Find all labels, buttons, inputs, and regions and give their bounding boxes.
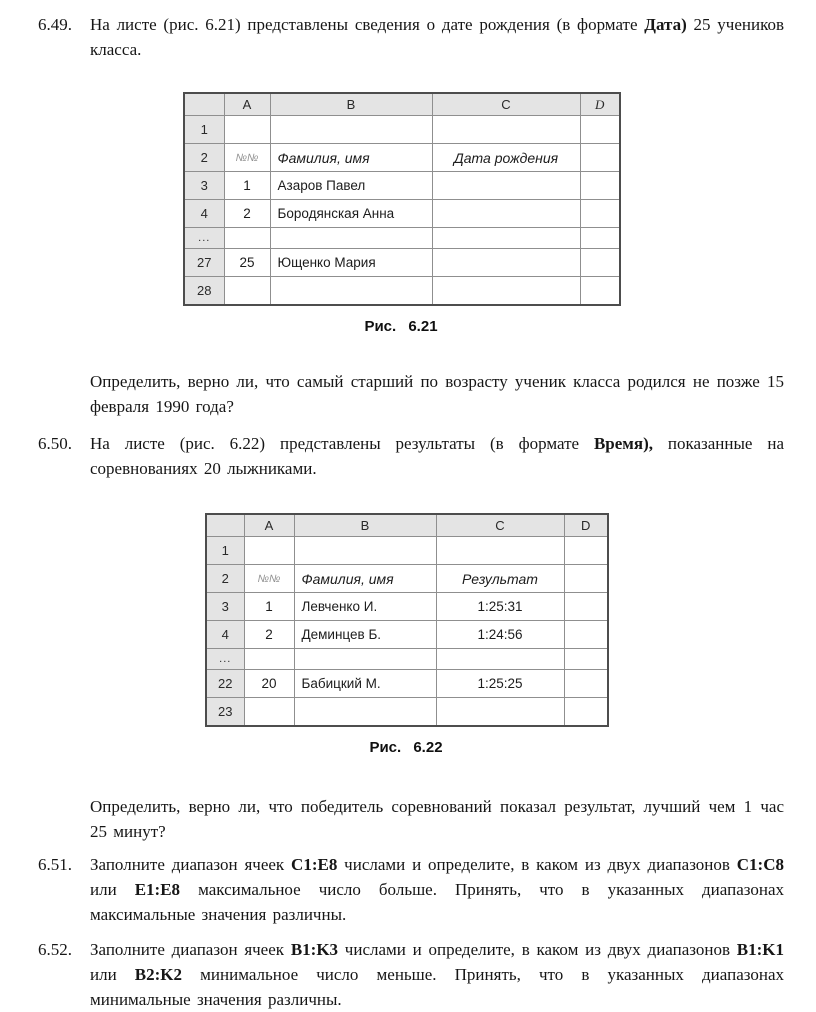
cell-b: Ющенко Мария [270,249,432,277]
text-run: числами и определите, в каком из двух диапазонов [338,940,737,959]
cell-b: Бабицкий М. [294,670,436,698]
row-header: 1 [206,537,244,565]
cell-a: 20 [244,670,294,698]
cell-b [294,698,436,727]
cell-b [270,277,432,306]
cell-d [580,277,620,306]
spreadsheet-6-22 [205,513,609,727]
sheet-row [206,698,608,727]
cell-c: Дата рождения [432,144,580,172]
column-header-row [184,93,620,116]
cell-b [294,537,436,565]
cell-c [432,200,580,228]
column-header-d: D [580,93,620,116]
text-run-bold: Время), [593,434,653,453]
column-header-a: A [244,514,294,537]
problem-text [90,852,784,927]
problem-text [90,431,784,481]
cell-d [564,565,608,593]
text-run: Заполните диапазон ячеек [90,940,291,959]
problem-text [90,937,784,1012]
text-run-bold: C1:E8 [291,855,338,874]
text-run-bold: C1:C8 [736,855,784,874]
row-header: 27 [184,249,224,277]
text-run: На листе (рис. 6.22) представлены результаты (в формате [90,434,594,453]
cell-c: 1:24:56 [436,621,564,649]
column-header-c: C [432,93,580,116]
cell-d [564,649,608,670]
sheet-row [184,172,620,200]
problem-number: 6.51. [38,855,72,874]
cell-b: Деминцев Б. [294,621,436,649]
problem-6-51 [38,852,784,927]
column-header-a: A [224,93,270,116]
sheet-row [206,537,608,565]
row-header: 2 [206,565,244,593]
row-header: 3 [206,593,244,621]
row-header: 23 [206,698,244,727]
text-run-bold: B1:K1 [736,940,785,959]
row-header: ... [184,228,224,249]
cell-a: 2 [244,621,294,649]
cell-d [564,670,608,698]
problem-number: 6.52. [38,940,72,959]
spreadsheet-6-21 [183,92,621,306]
cell-d [580,200,620,228]
sheet-row-ellipsis [206,649,608,670]
text-run: максимальное число больше. Принять, что в указанных диапазонах максимальные значения различны. [90,880,784,924]
sheet-row [184,144,620,172]
row-header: ... [206,649,244,670]
problem-number: 6.50. [38,434,72,453]
text-run: Заполните диапазон ячеек [90,855,292,874]
cell-b: Фамилия, имя [294,565,436,593]
text-run: 25 учеников класса. [90,15,785,59]
cell-d [564,593,608,621]
cell-d [580,249,620,277]
cell-a: №№ [224,144,270,172]
cell-a: 1 [244,593,294,621]
question-6-50: Определить, верно ли, что победитель соревнований показал результат, лучший чем 1 час 25 минут? [90,797,784,841]
sheet-row-ellipsis [184,228,620,249]
cell-c [432,277,580,306]
cell-c [436,698,564,727]
cell-d [580,116,620,144]
cell-c: Результат [436,565,564,593]
problem-6-50 [38,431,784,481]
text-run-bold: B2:K2 [134,965,183,984]
cell-d [564,698,608,727]
figure-6-22 [205,513,607,756]
cell-a: №№ [244,565,294,593]
figure-caption: Рис. 6.21 [364,318,438,335]
column-header-b: B [294,514,436,537]
sheet-row [206,670,608,698]
sheet-row [206,621,608,649]
text-run-bold: B1:K3 [290,940,339,959]
sheet-row [184,200,620,228]
sheet-row [184,116,620,144]
sheet-row [184,277,620,306]
corner-cell [184,93,224,116]
problem-6-49 [38,12,784,62]
cell-a [244,649,294,670]
cell-c [432,249,580,277]
column-header-d: D [564,514,608,537]
text-run: или [90,965,135,984]
column-header-b: B [270,93,432,116]
text-run: показанные на соревнованиях 20 лыжниками. [90,434,784,478]
row-header: 2 [184,144,224,172]
cell-a [224,228,270,249]
cell-c [436,537,564,565]
cell-b [270,228,432,249]
question-6-49: Определить, верно ли, что самый старший по возрасту ученик класса родился не позже 15 февраля 1990 года? [90,372,784,416]
cell-a: 25 [224,249,270,277]
column-header-c: C [436,514,564,537]
figure-6-21 [183,92,619,335]
cell-c [432,228,580,249]
cell-c [432,116,580,144]
text-run: числами и определите, в каком из двух диапазонов [337,855,737,874]
cell-d [580,172,620,200]
problem-text [90,12,784,62]
cell-c: 1:25:25 [436,670,564,698]
row-header: 1 [184,116,224,144]
row-header: 3 [184,172,224,200]
text-run-bold: E1:E8 [134,880,181,899]
cell-d [580,228,620,249]
cell-b: Фамилия, имя [270,144,432,172]
row-header: 22 [206,670,244,698]
sheet-row [184,249,620,277]
cell-b: Азаров Павел [270,172,432,200]
cell-a [224,116,270,144]
problem-number: 6.49. [38,15,72,34]
row-header: 4 [206,621,244,649]
cell-a: 1 [224,172,270,200]
cell-b [294,649,436,670]
sheet-row [206,565,608,593]
cell-b [270,116,432,144]
column-header-row [206,514,608,537]
text-run: или [90,880,135,899]
sheet-row [206,593,608,621]
figure-caption: Рис. 6.22 [369,739,443,756]
cell-a [244,537,294,565]
cell-d [580,144,620,172]
text-run-bold: Дата) [644,15,687,34]
text-run: минимальное число меньше. Принять, что в указанных диапазонах минимальные значения различны. [90,965,784,1009]
row-header: 28 [184,277,224,306]
cell-a [224,277,270,306]
cell-b: Бородянская Анна [270,200,432,228]
cell-a: 2 [224,200,270,228]
problem-6-52 [38,937,784,1012]
cell-c: 1:25:31 [436,593,564,621]
cell-b: Левченко И. [294,593,436,621]
cell-c [436,649,564,670]
row-header: 4 [184,200,224,228]
cell-d [564,621,608,649]
text-run: На листе (рис. 6.21) представлены сведения о дате рождения (в формате [90,15,645,34]
cell-d [564,537,608,565]
cell-a [244,698,294,727]
corner-cell [206,514,244,537]
cell-c [432,172,580,200]
